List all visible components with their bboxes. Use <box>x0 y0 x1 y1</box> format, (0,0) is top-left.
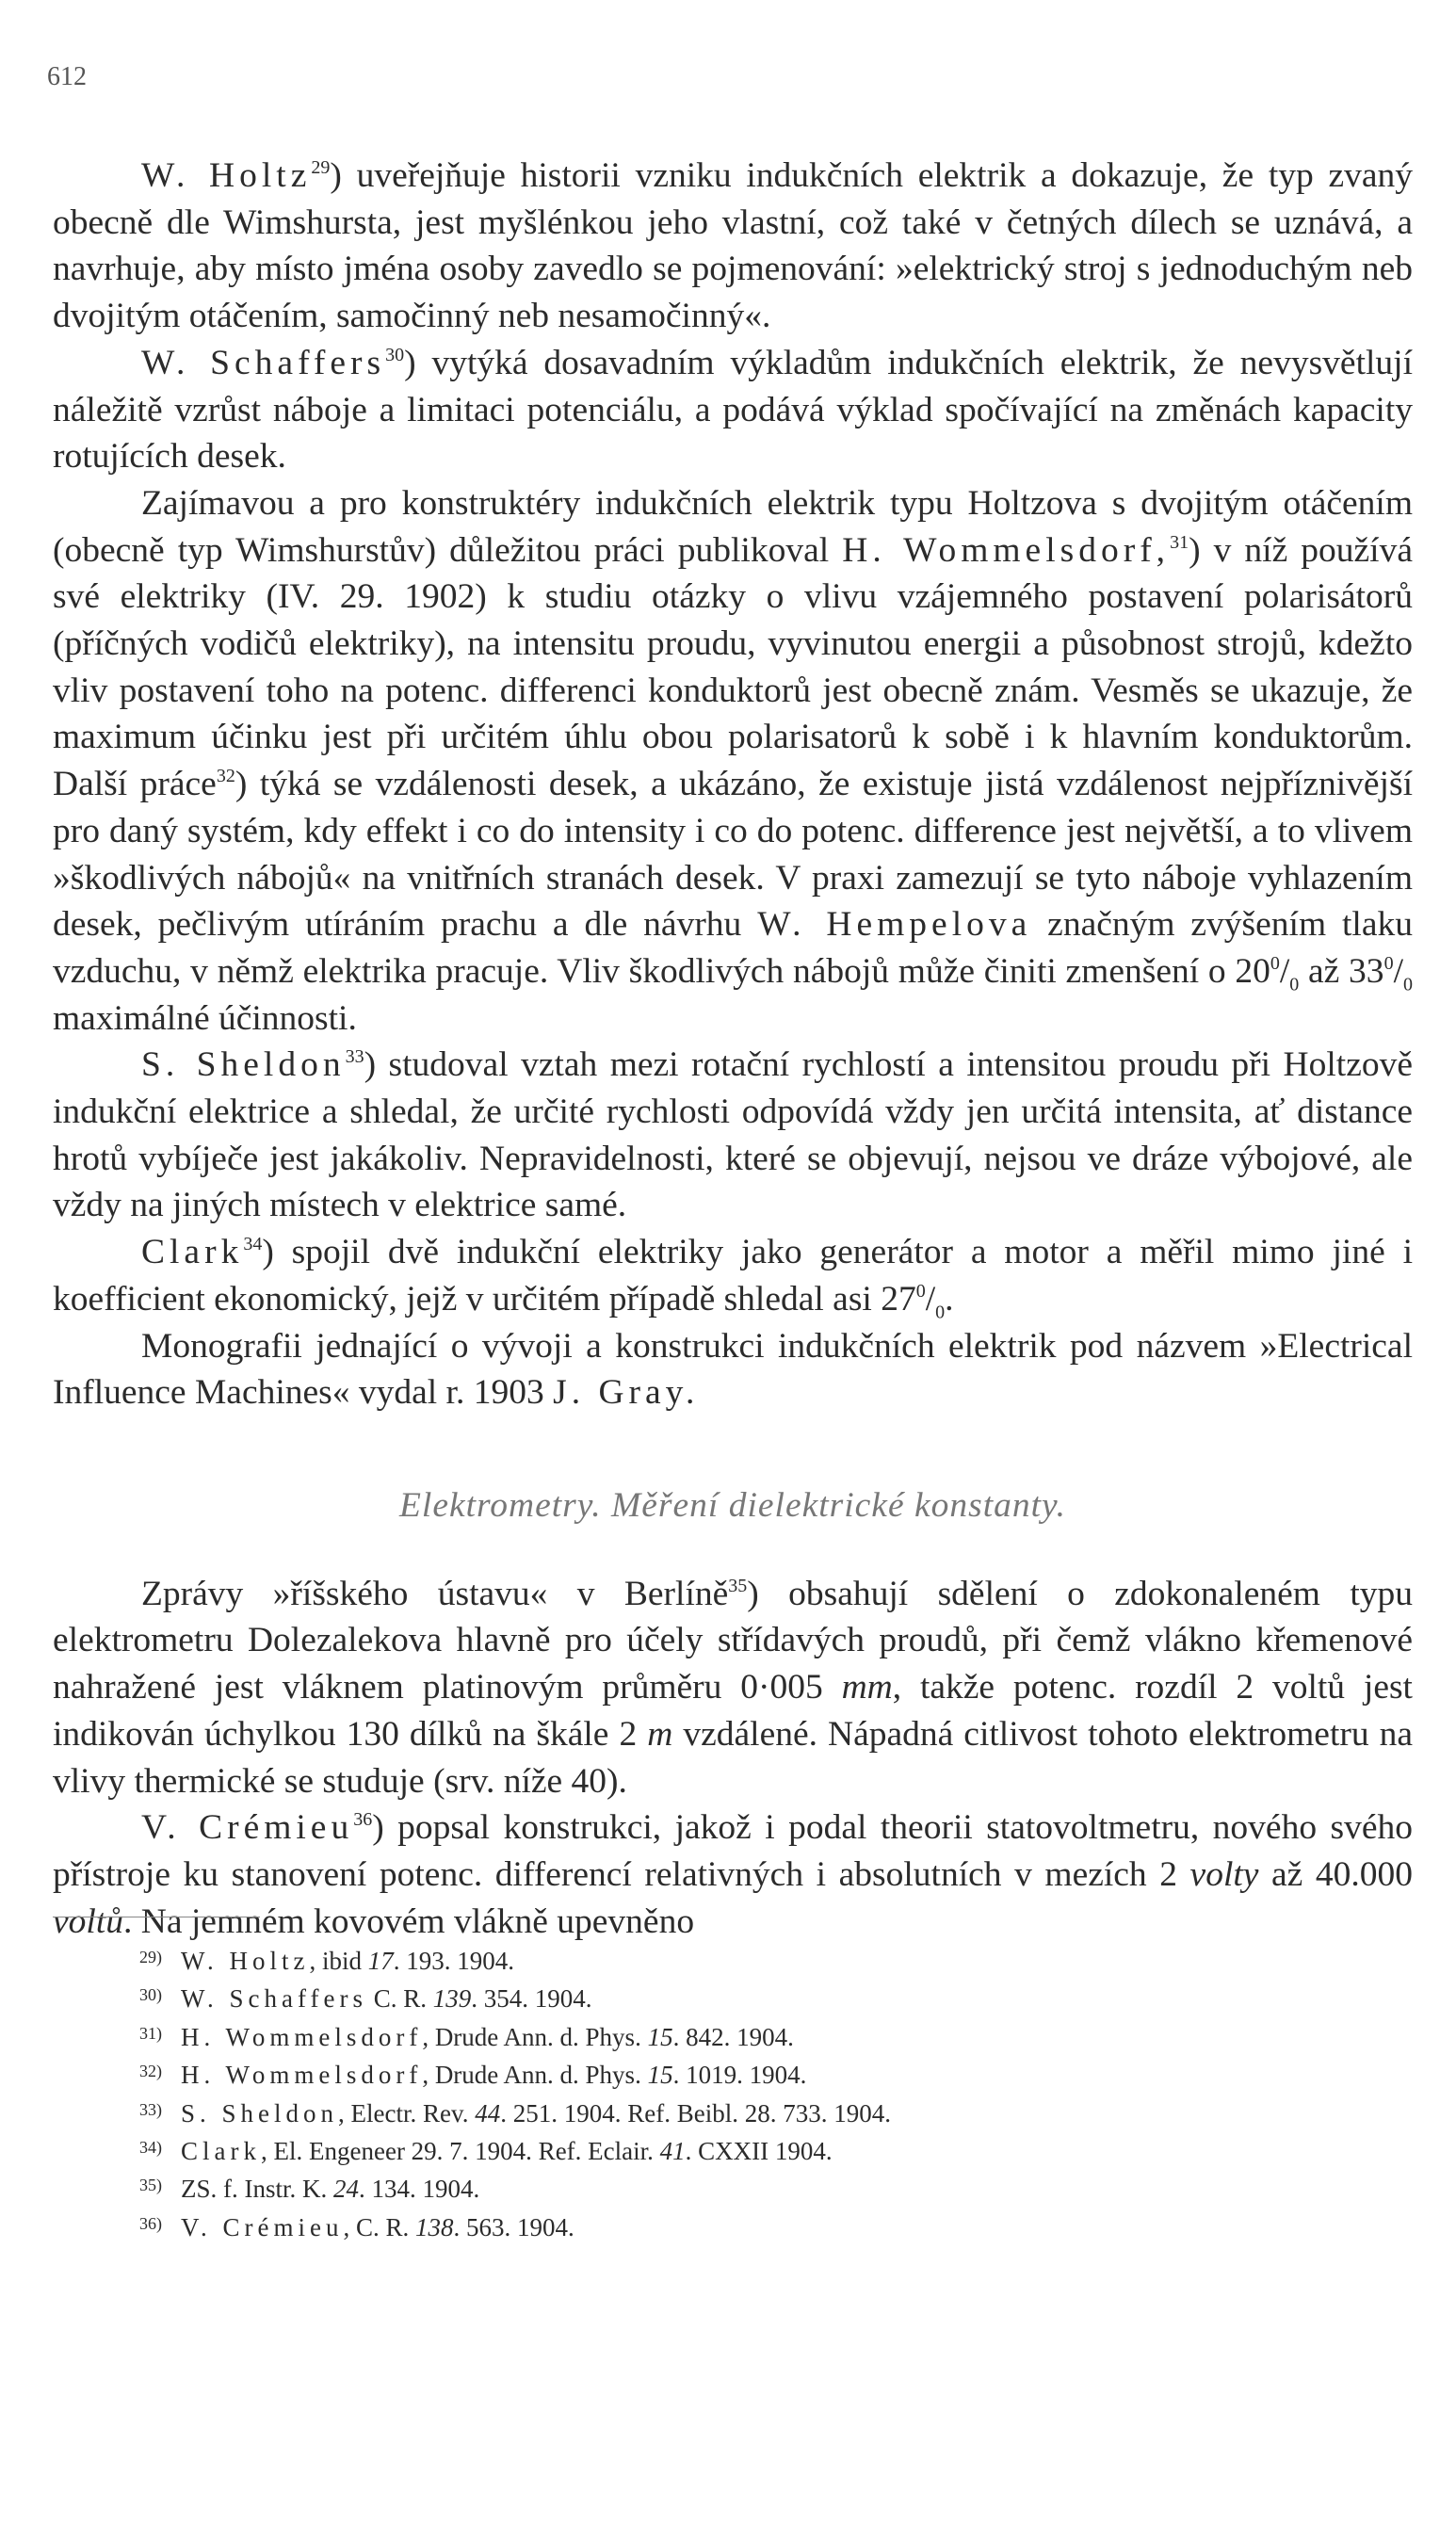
footnote-text: C. R. <box>366 1984 433 2014</box>
footnote-text: ZS. f. Instr. K. <box>181 2175 333 2204</box>
footnote-ref: 32 <box>216 766 235 787</box>
author-name: V. Crémieu <box>141 1808 354 1848</box>
footnote-text: , Electr. Rev. <box>338 2098 476 2128</box>
footnote-text: . 134. 1904. <box>359 2175 480 2204</box>
author-name: W. Hempelova <box>757 905 1032 945</box>
footnote-volume: 44 <box>475 2098 501 2128</box>
footnote-volume: 138 <box>415 2212 454 2241</box>
footnote-author: Clark <box>181 2137 261 2166</box>
footnote-author: H. Wommelsdorf <box>181 2022 423 2051</box>
paragraph-text: ) popsal konstrukci, jakož i podal theorii statovoltmetru, nového svého přístroje ku stanovení potenc. differencí relativných i absolutních v mezích 2 <box>53 1808 1413 1894</box>
footnote-mark: 36) <box>139 2213 162 2233</box>
paragraph-text: . <box>945 1279 954 1319</box>
percent-sup: 0 <box>1383 952 1394 974</box>
footnote-text: . 193. 1904. <box>393 1947 515 1975</box>
paragraph-text: až 40.000 <box>1258 1854 1413 1894</box>
footnote-text: . 1019. 1904. <box>672 2061 807 2090</box>
paragraph-text: . Na jemném kovovém vlákně upevněno <box>122 1901 695 1941</box>
percent-sup: 0 <box>915 1280 926 1302</box>
footnote <box>53 1940 1413 1978</box>
paragraph-text: ) studoval vztah mezi rotační rychlostí a intensitou proudu při Holtzově indukční elektrice a shledal, že určité rychlosti odpovídá vždy jen určitá intensita, ať distance hrotů vybíječe jest jakákoliv. Nepravidelnosti, které se objevují, nejsou ve dráze výbojové, ale vždy na jiných místech v elektrice samé. <box>53 1045 1413 1225</box>
footnote-text: , Drude Ann. d. Phys. <box>422 2061 648 2090</box>
paragraph-text: Zprávy »říšského ústavu« v Berlíně <box>141 1574 729 1613</box>
footnote-volume: 139 <box>432 1984 472 2014</box>
body-text <box>53 153 1413 1945</box>
footnote-text: , El. Engeneer 29. 7. 1904. Ref. Eclair. <box>261 2137 660 2166</box>
footnote-ref: 29 <box>311 157 331 178</box>
footnote-volume: 41 <box>659 2137 686 2166</box>
author-name: S. Sheldon <box>141 1045 346 1085</box>
footnotes <box>53 1940 1413 2244</box>
footnote <box>53 2168 1413 2206</box>
footnote <box>53 2207 1413 2244</box>
section-heading: Elektrometry. Měření dielektrické konstanty. <box>399 1485 1066 1525</box>
page-number: 612 <box>47 62 87 91</box>
paragraph-text: Monografii jednající o vývoji a konstrukci indukčních elektrik pod názvem »Electrical Influence Machines« vydal r. 1903 <box>53 1326 1413 1413</box>
footnote-ref: 33 <box>345 1046 364 1068</box>
paragraph-reichsanstalt <box>53 1571 1413 1805</box>
paragraph-sheldon <box>53 1042 1413 1229</box>
footnote-volume: 24 <box>333 2175 359 2204</box>
paragraph-gray <box>53 1323 1413 1416</box>
paragraph-text: , takže potenc. rozdíl 2 voltů jest indikován úchylkou 130 dílků na škále 2 <box>53 1668 1413 1754</box>
author-name: W. Holtz <box>141 156 312 195</box>
footnote-ref: 35 <box>728 1575 748 1596</box>
percent-sub: 0 <box>935 1302 946 1323</box>
footnote-author: V. Crémieu <box>181 2212 344 2241</box>
paragraph-text: až 33 <box>1299 951 1384 991</box>
footnote-text: , Drude Ann. d. Phys. <box>422 2022 648 2051</box>
author-name: Clark <box>141 1233 244 1272</box>
unit: volty <box>1189 1854 1259 1894</box>
footnote-mark: 34) <box>139 2138 162 2158</box>
paragraph-text: značným zvýšením tlaku vzduchu, v němž elektrika pracuje. Vliv škodlivých nábojů může činiti zmenšení o 20 <box>53 905 1413 991</box>
unit: voltů <box>53 1901 123 1941</box>
footnote <box>53 2130 1413 2168</box>
footnote-mark: 31) <box>139 2023 162 2043</box>
author-name: H. Wommelsdorf, <box>842 530 1171 570</box>
unit: m <box>647 1714 673 1754</box>
footnote-text: . CXXII 1904. <box>685 2137 833 2166</box>
footnote-ref: 36 <box>353 1809 373 1831</box>
paragraph-holtz <box>53 153 1413 340</box>
footnote-text: . 354. 1904. <box>471 1984 592 2014</box>
footnote <box>53 2016 1413 2054</box>
percent-sup: 0 <box>1270 952 1280 974</box>
paragraph-text: ) v níž používá své elektriky (IV. 29. 1902) k studiu otázky o vlivu vzájemného postavení polarisátorů (příčných vodičů elektriky), na intensitu proudu, vyvinutou energii a působnost strojů, kdežto vliv postavení toho na potenc. differenci konduktorů jest obecně znám. Vesměs se ukazuje, že maximum účinku jest při určitém úhlu obou polarisatorů k sobě i k hlavním konduktorům. Další práce <box>53 530 1413 804</box>
paragraph-text: maximálné účinnosti. <box>53 998 357 1038</box>
percent-sub: 0 <box>1402 974 1413 995</box>
paragraph-text: vzdálené. Nápadná citlivost tohoto elektrometru na vlivy thermické se studuje (srv. níže 40). <box>53 1714 1414 1801</box>
footnote-text: . 842. 1904. <box>672 2022 794 2051</box>
paragraph-text: Zajímavou a pro konstruktéry indukčních elektrik typu Holtzova s dvojitým otáčením (obecně typ Wimshurstův) důležitou práci publikoval <box>53 483 1413 570</box>
footnote-author: W. Holtz <box>181 1947 310 1975</box>
footnote-author: H. Wommelsdorf <box>181 2061 423 2090</box>
footnote-mark: 35) <box>139 2176 162 2195</box>
footnote <box>53 1978 1413 2015</box>
paragraph-text: ) obsahují sdělení o zdokonaleném typu elektrometru Dolezalekova hlavně pro účely střídavých proudů, při čemž vlákno křemenové nahražené jest vláknem platinovým průměru 0·005 <box>53 1574 1413 1707</box>
paragraph-schaffers <box>53 340 1413 480</box>
footnote-text: . 251. 1904. Ref. Beibl. 28. 733. 1904. <box>500 2098 891 2128</box>
footnote-text: , ibid <box>309 1947 368 1975</box>
author-name: J. Gray. <box>553 1373 700 1413</box>
footnote-volume: 15 <box>647 2022 673 2051</box>
footnote <box>53 2093 1413 2130</box>
footnote-mark: 32) <box>139 2062 162 2081</box>
footnote-mark: 30) <box>139 1985 162 2005</box>
footnote-mark: 33) <box>139 2099 162 2119</box>
paragraph-clark: Clark$^{34}$) spojil dvě indukční elektriky jako generátor a motor a měřil mimo jiné i koefficient ekonomický, jejž v určitém případě shledal asi $27^0/_0$. <box>53 1233 1413 1323</box>
footnote-text: , C. R. <box>343 2212 416 2241</box>
paragraph-wommelsdorf: Zajímavou a pro konstruktéry indukčních elektrik typu Holtzova s dvojitým otáčením (obecně typ Wimshurstův) důležitou práci publikoval H. Wommelsdorf,$^{31}$) v níž používá své elektriky (IV. 29. 1902) k studiu otázky o vlivu vzájemného postavení polarisátorů (příčných vodičů elektriky), na intensitu proudu, vyvinutou energii a působnost strojů, kdežto vliv postavení toho na potenc. differenci konduktorů jest obecně znám. Vesměs se ukazuje, že maximum účinku jest při určitém úhlu obou polarisatorů k sobě i k hlavním konduktorům. Další práce$^{32}$) týká se vzdálenosti desek, a ukázáno, že existuje jistá vzdálenost nejpříznivější pro daný systém, kdy effekt i co do intensity i co do potenc. difference jest největší, a to vlivem »škodlivých nábojů« na vnitřních stranách desek. V praxi zamezují se tyto náboje vyhlazením desek, pečlivým utíráním prachu a dle návrhu W. Hempelova značným zvýšením tlaku vzduchu, v němž elektrika pracuje. Vliv škodlivých nábojů může činiti zmenšení o $20^0/_0$ až $33^0/_0$ maximálné účinnosti. <box>53 483 1413 1038</box>
footnote-ref: 31 <box>1170 531 1189 553</box>
paragraph-cremieu <box>53 1804 1413 1945</box>
paragraph-text: ) uveřejňuje historii vzniku indukčních elektrik a dokazuje, že typ zvaný obecně dle Wimshursta, jest myšlénkou jeho vlastní, což také v četných dílech se uznává, a navrhuje, aby místo jména osoby zavedlo se pojmenování: »elektrický stroj s jednoduchým neb dvojitým otáčením, samočinný neb nesamočinný«. <box>53 156 1414 336</box>
footnote-volume: 17 <box>367 1947 394 1975</box>
unit: mm <box>841 1668 893 1707</box>
footnote-text: . 563. 1904. <box>453 2212 574 2241</box>
paragraph-text: ) týká se vzdálenosti desek, a ukázáno, že existuje jistá vzdálenost nejpříznivější pro daný systém, kdy effekt i co do intensity i co do potenc. difference jest největší, a to vlivem »škodlivých nábojů« na vnitřních stranách desek. V praxi zamezují se tyto náboje vyhlazením desek, pečlivým utíráním prachu a dle návrhu <box>53 765 1413 945</box>
percent-sub: 0 <box>1289 974 1300 995</box>
footnote-ref: 34 <box>243 1234 263 1255</box>
footnote-ref: 30 <box>385 344 405 365</box>
footnote-author: S. Sheldon <box>181 2098 339 2128</box>
author-name: W. Schaffers <box>141 343 386 382</box>
footnote-mark: 29) <box>139 1948 162 1966</box>
footnote <box>53 2054 1413 2092</box>
footnote-volume: 15 <box>647 2061 673 2090</box>
footnote-author: W. Schaffers <box>181 1984 367 2014</box>
paragraph-text: ) spojil dvě indukční elektriky jako generátor a motor a měřil mimo jiné i koefficient ekonomický, jejž v určitém případě shledal asi 27 <box>53 1233 1413 1319</box>
paragraph-text: ) vytýká dosavadním výkladům indukčních elektrik, že nevysvětlují náležitě vzrůst náboje a limitaci potenciálu, a podává výklad spočívající na změnách kapacity rotujících desek. <box>53 343 1413 477</box>
